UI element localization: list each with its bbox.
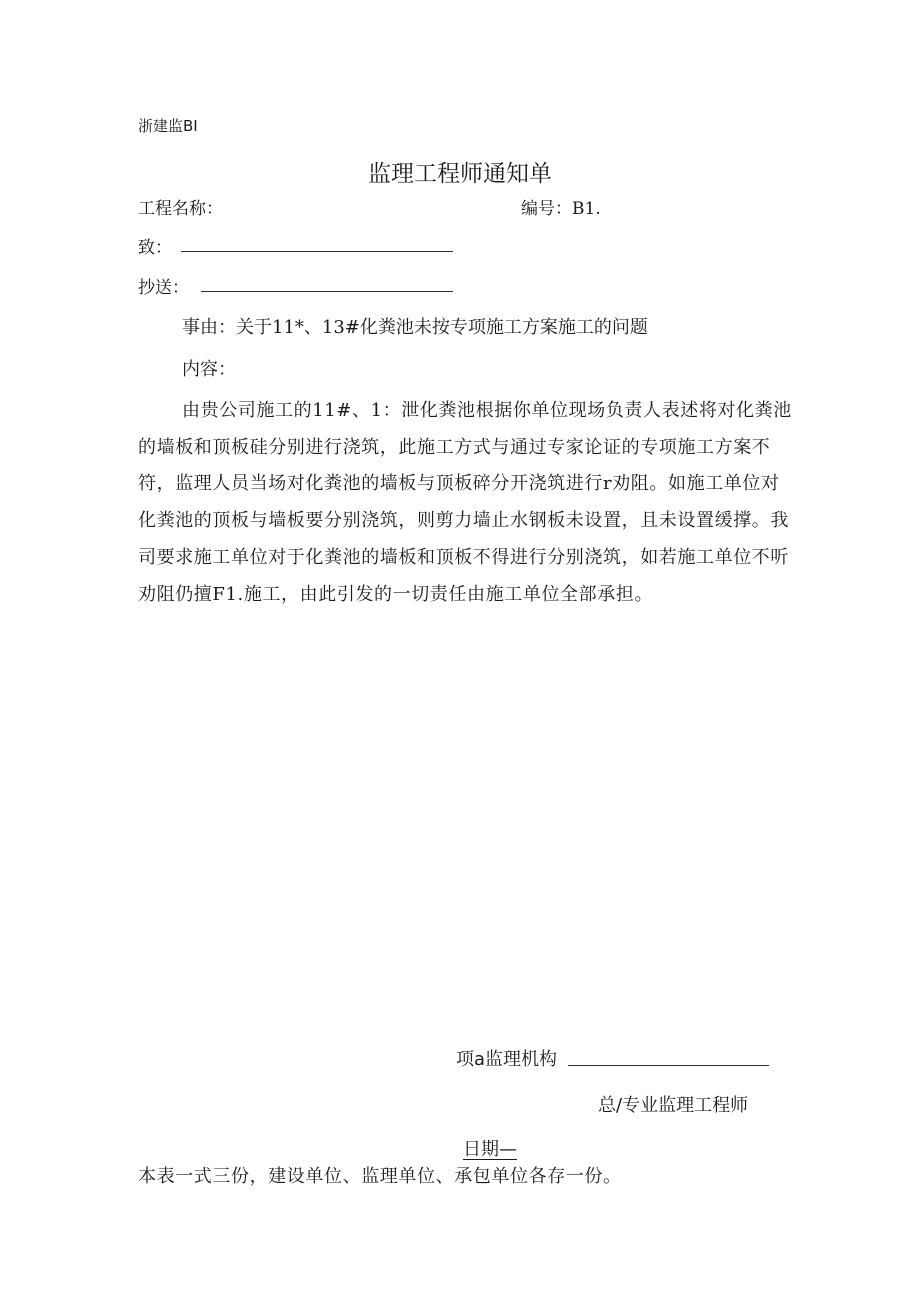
page-title: 监理工程师通知单 (368, 161, 552, 187)
cc-field[interactable] (201, 274, 453, 292)
supervision-org-label: 项a监理机构 (456, 1049, 558, 1070)
number-label: 编号：B1. (521, 199, 601, 219)
form-code: 浙建监BI (138, 117, 198, 135)
engineer-label: 总/专业监理工程师 (598, 1095, 749, 1116)
cc-row (138, 273, 189, 298)
subject-line: 事由：关于11*、13#化粪池未按专项施工方案施工的问题 (182, 317, 648, 338)
to-row (138, 233, 172, 258)
footer-note: 本表一式三份，建设单位、监理单位、承包单位各存一份。 (138, 1166, 622, 1187)
to-label: 致： (138, 238, 172, 258)
project-name-label: 工程名称： (138, 199, 223, 219)
cc-label: 抄送： (138, 278, 189, 298)
content-paragraph: 由贵公司施工的11#、1：泄化粪池根据你单位现场负责人表述将对化粪池的墙板和顶板硅分别进行浇筑，此施工方式与通过专家论证的专项施工方案不符，监理人员当场对化粪池的墙板与顶板碎分开浇筑进行r劝阻。如施工单位对化粪池的顶板与墙板要分别浇筑，则剪力墙止水钢板未设置，且未设置缓撑。我司要求施工单位对于化粪池的墙板和顶板不得进行分别浇筑，如若施工单位不听劝阻仍擅F1.施工，由此引发的一切责任由施工单位全部承担。 (138, 400, 792, 605)
supervision-org-field[interactable] (568, 1047, 769, 1066)
date-label: 日期— (463, 1139, 517, 1160)
content-label: 内容： (182, 359, 236, 380)
content-body (138, 393, 798, 613)
to-field[interactable] (181, 234, 453, 252)
